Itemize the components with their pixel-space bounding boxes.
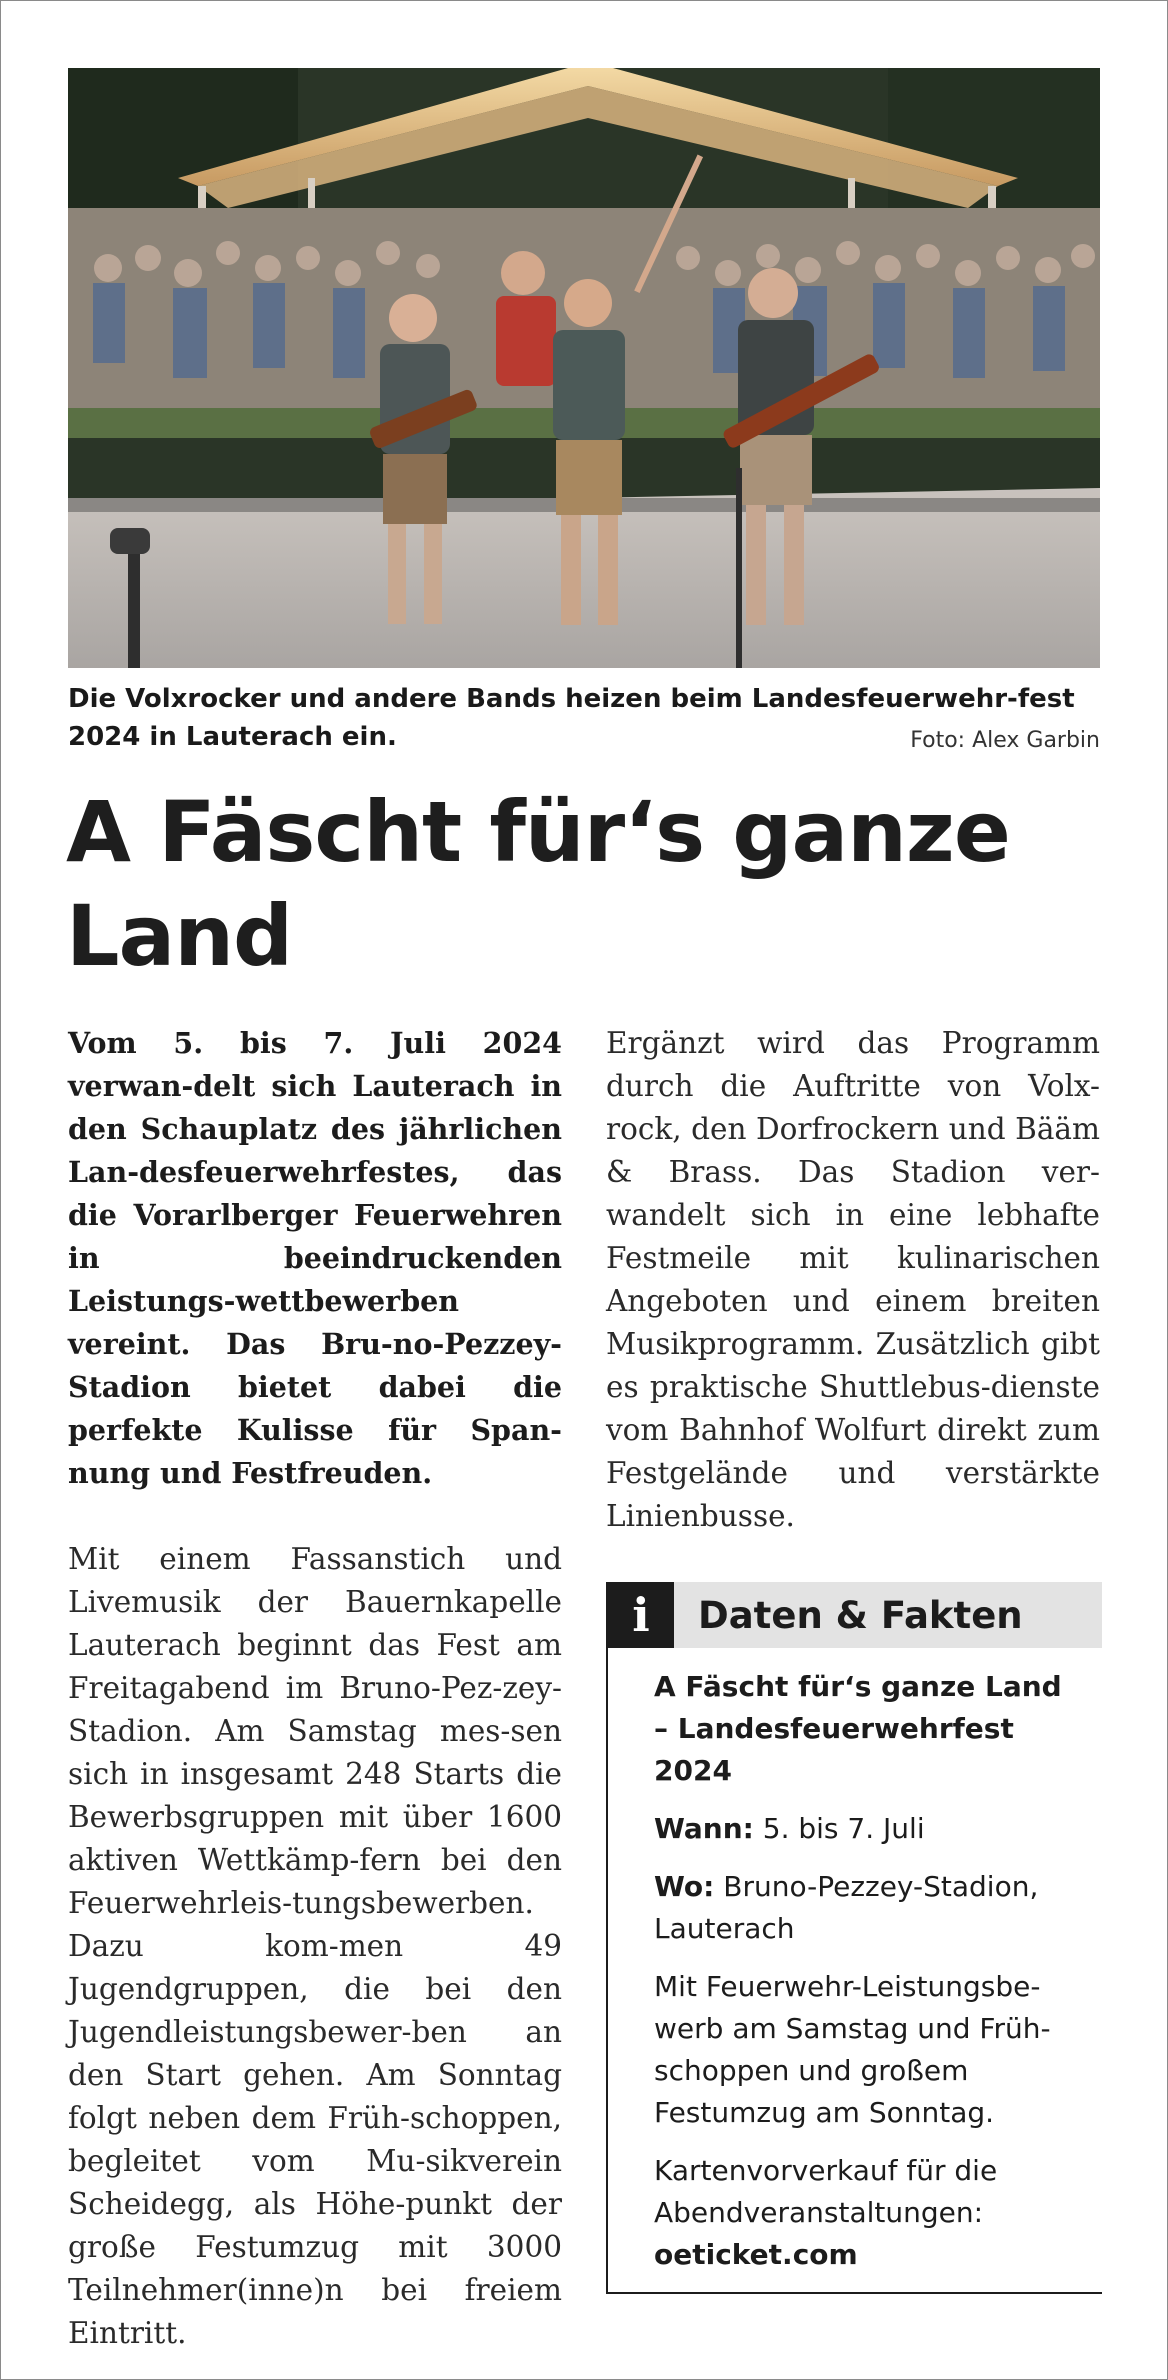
article-lead: Vom 5. bis 7. Juli 2024 verwan-delt sich Lauterach in den Schauplatz des jährlichen Lan-desfeuerwehrfestes, das die Vorarlberger Feuerwehren in beeindruckenden Leistungs-wettbewerben vereint. Das Bru-no-Pezzey-Stadion bietet dabei die perfekte Kulisse für Span-nung und Festfreuden. xyxy=(68,1026,562,1490)
where-label: Wo: xyxy=(654,1870,715,1903)
facts-box xyxy=(606,1582,1102,2294)
concert-photo xyxy=(68,68,1100,668)
facts-box-title: Daten & Fakten xyxy=(698,1593,1023,1637)
photo-credit: Foto: Alex Garbin xyxy=(910,728,1100,753)
article-body-left: Mit einem Fassanstich und Livemusik der Bauernkapelle Lauterach beginnt das Fest am Freitagabend im Bruno-Pez-zey-Stadion. Am Samstag mes-sen sich in insgesamt 248 Starts die Bewerbsgruppen mit über 1600 aktiven Wettkämp-fern bei den Feuerwehrleis-tungsbewerben. Dazu kom-men 49 Jugendgruppen, die bei den Jugendleistungsbewer-ben an den Start gehen. Am Sonntag folgt neben dem Früh-schoppen, begleitet vom Mu-sikverein Scheidegg, als Höhe-punkt der große Festumzug mit 3000 Teilnehmer(inne)n bei freiem Eintritt. xyxy=(68,1542,562,2350)
photo-caption: Die Volxrocker und andere Bands heizen beim Landesfeuerwehr-fest 2024 in Lauterach ein. xyxy=(68,684,1075,752)
facts-box-header xyxy=(608,1582,1102,1648)
info-icon: i xyxy=(608,1582,674,1648)
where-value: Bruno-Pezzey-Stadion, Lauterach xyxy=(654,1870,1039,1945)
event-location xyxy=(654,1866,1082,1950)
tickets-text: Kartenvorverkauf für die Abendveranstaltungen: xyxy=(654,2154,998,2229)
article-body-right: Ergänzt wird das Programm durch die Auftritte von Volx-rock, den Dorfrockern und Bääm & Brass. Das Stadion ver-wandelt sich in eine lebhafte Festmeile mit kulinarischen Angeboten und einem breiten Musikprogramm. Zusätzlich gibt es praktische Shuttlebus-dienste vom Bahnhof Wolfurt direkt zum Festgelände und verstärkte Linienbusse. xyxy=(606,1026,1100,1533)
when-value: 5. bis 7. Juli xyxy=(762,1812,925,1845)
article-headline: A Fäscht für‘s ganze Land xyxy=(66,783,1010,985)
event-date xyxy=(654,1808,1082,1850)
article-column-right xyxy=(606,1022,1100,1538)
tickets-link[interactable]: oeticket.com xyxy=(654,2238,858,2271)
when-label: Wann: xyxy=(654,1812,754,1845)
event-name: A Fäscht für‘s ganze Land – Landesfeuerwehrfest 2024 xyxy=(654,1670,1062,1787)
event-description: Mit Feuerwehr-Leistungsbe-werb am Samstag und Früh-schoppen und großem Festumzug am Sonntag. xyxy=(654,1970,1051,2129)
ticket-info xyxy=(654,2150,1082,2276)
article-column-left xyxy=(68,1022,562,2355)
concert-photo-illustration xyxy=(68,68,1100,668)
facts-box-body xyxy=(608,1648,1102,2276)
